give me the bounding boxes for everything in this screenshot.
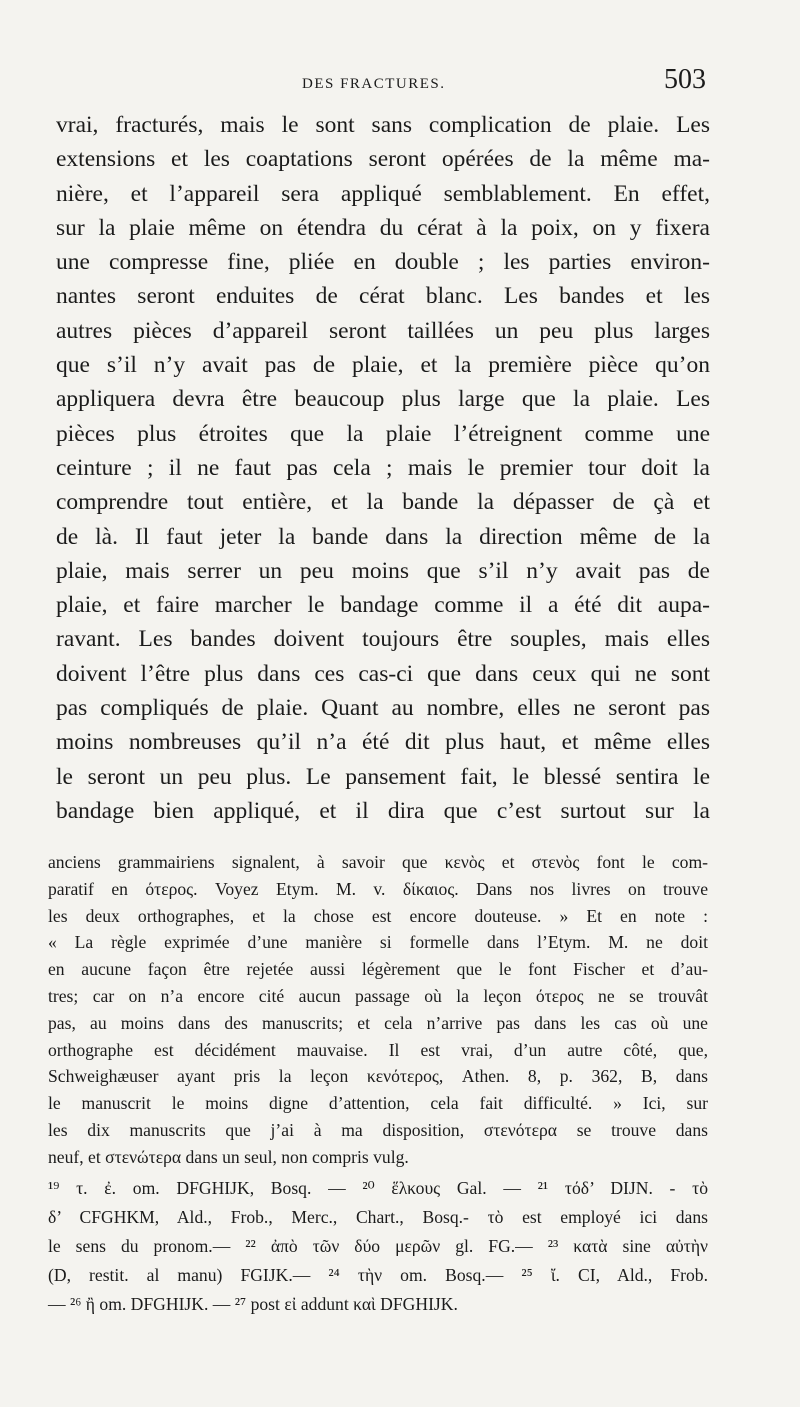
running-head-title: DES FRACTURES. — [302, 76, 446, 92]
footnote-line: anciens grammairiens signalent, à savoir que κενὸς et στενὸς font le com- — [48, 852, 708, 872]
text-line: moins nombreuses qu’il n’a été dit plus haut, et même elles — [56, 729, 710, 756]
footnote-line: les deux orthographes, et la chose est encore douteuse. » Et en note : — [48, 905, 708, 926]
text-line: vrai, fracturés, mais le sont sans complication de plaie. Les — [56, 112, 710, 138]
footnote-line: « La règle exprimée d’une manière si formelle dans l’Etym. M. ne doit — [48, 932, 708, 953]
text-line: de là. Il faut jeter la bande dans la direction même de la — [56, 523, 710, 550]
page-number: 503 — [664, 64, 706, 95]
footnote-line: le manuscrit le moins digne d’attention, cela fait difficulté. » Ici, sur — [48, 1093, 708, 1114]
footnote-line: les dix manuscrits que j’ai à ma disposition, στενότερα se trouve dans — [48, 1119, 708, 1140]
footnote-line: tres; car on n’a encore cité aucun passage où la leçon ότερος ne se trouvât — [48, 985, 708, 1006]
text-line: extensions et les coaptations seront opérées de la même ma- — [56, 146, 710, 173]
text-line: bandage bien appliqué, et il dira que c’est surtout sur la — [56, 797, 710, 824]
footnote-continuation — [48, 849, 708, 1171]
apparatus-line: δ’ CFGHKM, Ald., Frob., Merc., Chart., Bosq.- τὸ est employé ici dans — [48, 1207, 708, 1227]
text-line: que s’il n’y avait pas de plaie, et la première pièce qu’on — [56, 352, 710, 379]
text-line: pièces plus étroites que la plaie l’étreignent comme une — [56, 420, 710, 447]
text-line: le seront un peu plus. Le pansement fait, le blessé sentira le — [56, 763, 710, 790]
critical-apparatus — [48, 1174, 708, 1319]
text-line: nière, et l’appareil sera appliqué semblablement. En effet, — [56, 180, 710, 207]
footnote-line: paratif en ότερος. Voyez Etym. M. v. δίκαιος. Dans nos livres on trouve — [48, 878, 708, 899]
text-line: doivent l’être plus dans ces cas-ci que dans ceux qui ne sont — [56, 660, 710, 687]
text-line: comprendre tout entière, et la bande la dépasser de çà et — [56, 489, 710, 516]
footnote-line: Schweighæuser ayant pris la leçon κενότερος, Athen. 8, p. 362, B, dans — [48, 1066, 708, 1087]
footnote-line: orthographe est décidément mauvaise. Il est vrai, d’un autre côté, que, — [48, 1039, 708, 1060]
footnote-line: neuf, et στενώτερα dans un seul, non compris vulg. — [48, 1146, 409, 1167]
apparatus-line: (D, restit. al manu) FGIJK.— ²⁴ τὴν om. Bosq.— ²⁵ ἴ. CI, Ald., Frob. — [48, 1265, 708, 1285]
text-line: appliquera devra être beaucoup plus large que la plaie. Les — [56, 386, 710, 413]
text-line: plaie, et faire marcher le bandage comme il a été dit aupa- — [56, 592, 710, 619]
apparatus-line: ¹⁹ τ. ἐ. om. DFGHIJK, Bosq. — ²⁰ ἕλκους Gal. — ²¹ τόδ’ DIJN. - τὸ — [48, 1178, 708, 1198]
text-line: ravant. Les bandes doivent toujours être souples, mais elles — [56, 626, 710, 653]
apparatus-line: le sens du pronom.— ²² ἀπὸ τῶν δύο μερῶν gl. FG.— ²³ κατὰ sine αὐτὴν — [48, 1236, 708, 1256]
text-line: une compresse fine, pliée en double ; les parties environ- — [56, 249, 710, 276]
text-line: plaie, mais serrer un peu moins que s’il n’y avait pas de — [56, 557, 710, 584]
main-text — [56, 108, 710, 828]
footnote-line: pas, au moins dans des manuscrits; et cela n’arrive pas dans les cas où une — [48, 1012, 708, 1033]
text-line: pas compliqués de plaie. Quant au nombre, elles ne seront pas — [56, 695, 710, 722]
apparatus-line: — ²⁶ ἢ om. DFGHIJK. — ²⁷ post εἰ addunt καὶ DFGHIJK. — [48, 1294, 458, 1314]
footnote-line: en aucune façon être rejetée aussi légèrement que le font Fischer et d’au- — [48, 959, 708, 980]
text-line: nantes seront enduites de cérat blanc. Les bandes et les — [56, 283, 710, 310]
text-line: sur la plaie même on étendra du cérat à la poix, on y fixera — [56, 214, 710, 241]
text-line: autres pièces d’appareil seront taillées un peu plus larges — [56, 317, 710, 344]
running-head — [0, 62, 800, 102]
text-line: ceinture ; il ne faut pas cela ; mais le premier tour doit la — [56, 454, 710, 481]
